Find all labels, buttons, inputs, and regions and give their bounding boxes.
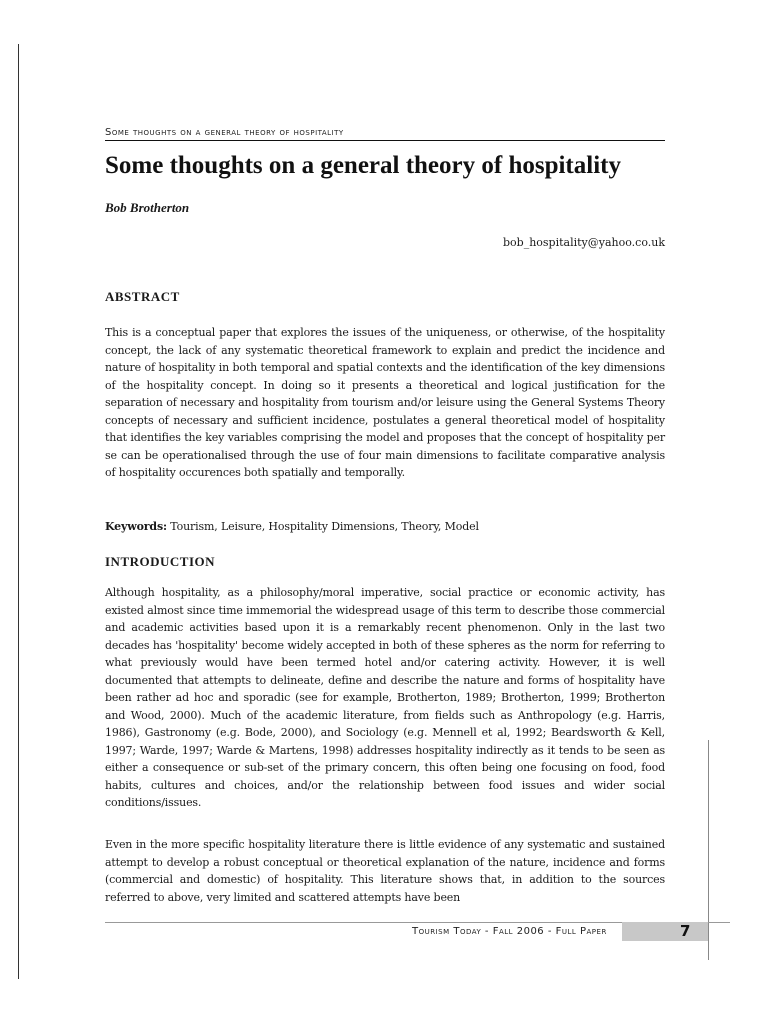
keywords-text: Tourism, Leisure, Hospitality Dimensions, Theory, Model bbox=[170, 520, 479, 533]
page-number-box bbox=[622, 922, 708, 941]
page-number: 7 bbox=[680, 922, 691, 940]
author-name: Bob Brotherton bbox=[105, 200, 190, 215]
abstract-heading: ABSTRACT bbox=[105, 289, 180, 304]
paper-title: Some thoughts on a general theory of hospitality bbox=[105, 152, 621, 179]
introduction-paragraph-1: Although hospitality, as a philosophy/moral imperative, social practice or economic activity, has existed almost since time immemorial the widespread usage of this term to describe those commercial and academic activities based upon it is a remarkably recent phenomenon. Only in the last two decades has 'hospitality' become widely accepted in both of these spheres as the norm for referring to what previously would have been termed hotel and/or catering activity. However, it is well documented that attempts to delineate, define and describe the nature and forms of hospitality have been rather ad hoc and sporadic (see for example, Brotherton, 1989; Brotherton, 1999; Brotherton and Wood, 2000). Much of the academic literature, from fields such as Anthropology (e.g. Harris, 1986), Gastronomy (e.g. Bode, 2000), and Sociology (e.g. Mennell et al, 1992; Beardsworth & Kell, 1997; Warde, 1997; Warde & Martens, 1998) addresses hospitality indirectly as it tends to be seen as either a consequence or sub-set of the primary concern, this often being one focusing on food, food habits, cultures and choices, and/or the relationship between food issues and wider social conditions/issues. bbox=[105, 586, 665, 809]
left-margin-rule bbox=[18, 44, 19, 979]
keywords-line bbox=[105, 518, 665, 536]
introduction-heading: INTRODUCTION bbox=[105, 554, 216, 569]
right-margin-rule bbox=[708, 740, 709, 960]
footer-text: Tourism Today - Fall 2006 - Full Paper bbox=[412, 926, 607, 937]
keywords-label: Keywords: bbox=[105, 520, 167, 533]
introduction-paragraph-2: Even in the more specific hospitality literature there is little evidence of any systematic and sustained attempt to develop a robust conceptual or theoretical explanation of the nature, incidence and forms (commercial and domestic) of hospitality. This literature shows that, in addition to the sources referred to above, very limited and scattered attempts have been bbox=[105, 838, 665, 904]
abstract-text: This is a conceptual paper that explores the issues of the uniqueness, or otherwise, of the hospitality concept, the lack of any systematic theoretical framework to explain and predict the incidence and nature of hospitality in both temporal and spatial contexts and the identification of the key dimensions of the hospitality concept. In doing so it presents a theoretical and logical justification for the separation of necessary and hospitality from tourism and/or leisure using the General Systems Theory concepts of necessary and sufficient incidence, postulates a general theoretical model of hospitality that identifies the key variables comprising the model and proposes that the concept of hospitality per se can be operationalised through the use of four main dimensions to facilitate comparative analysis of hospitality occurences both spatially and temporally. bbox=[105, 326, 665, 479]
running-head: Some thoughts on a general theory of hospitality bbox=[105, 127, 665, 141]
author-email[interactable]: bob_hospitality@yahoo.co.uk bbox=[502, 236, 665, 249]
